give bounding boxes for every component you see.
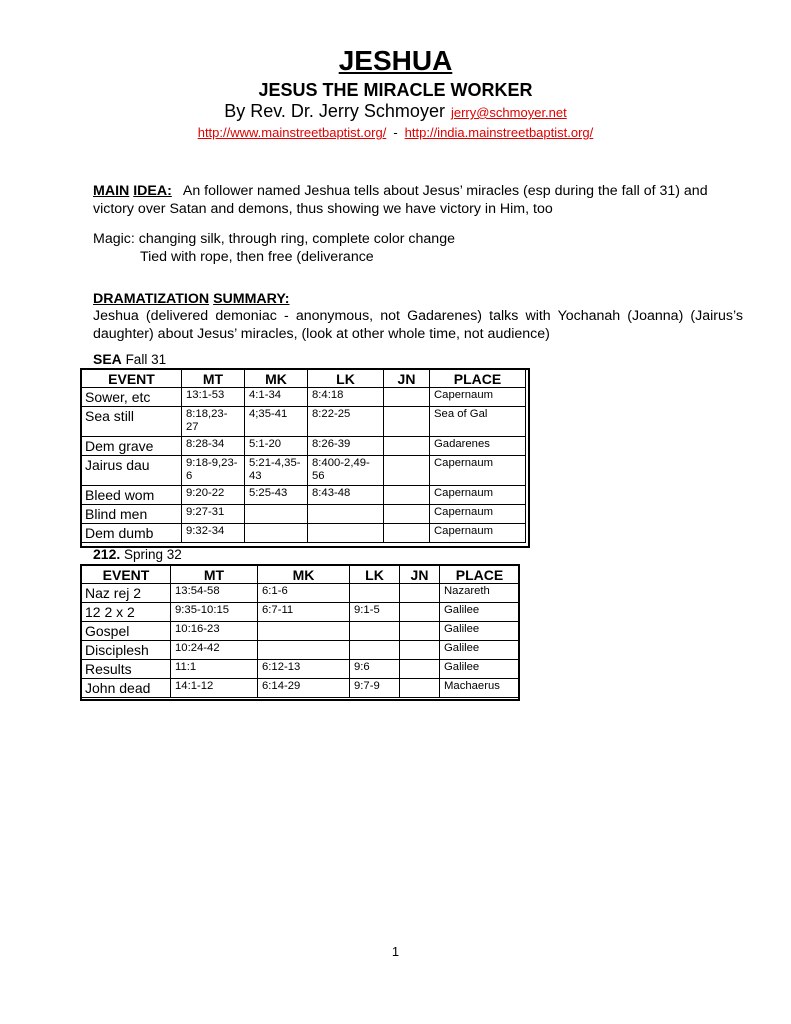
cell-mt: 13:1-53 <box>182 388 245 407</box>
cell-mt: 9:35-10:15 <box>171 603 258 622</box>
table-row <box>82 505 526 524</box>
cell-jn <box>384 456 430 486</box>
author-email-link[interactable]: jerry@schmoyer.net <box>450 105 567 120</box>
table1-label-rest: Fall 31 <box>125 352 167 367</box>
cell-place: Galilee <box>440 660 520 679</box>
cell-event: Gospel <box>82 622 171 641</box>
cell-place: Galilee <box>440 603 520 622</box>
cell-jn <box>400 603 440 622</box>
column-header-lk: LK <box>308 370 384 388</box>
cell-lk: 8:400-2,49-56 <box>308 456 384 486</box>
column-header-jn: JN <box>400 566 440 584</box>
author-line <box>0 101 791 122</box>
column-header-mk: MK <box>258 566 350 584</box>
cell-event: Blind men <box>82 505 182 524</box>
cell-mt: 10:16-23 <box>171 622 258 641</box>
cell-jn <box>400 660 440 679</box>
cell-place: Galilee <box>440 622 520 641</box>
table-header-row <box>82 370 526 388</box>
magic-line-1: Magic: changing silk, through ring, complete color change <box>93 231 455 247</box>
table1-label-bold: SEA <box>93 351 122 367</box>
table-row <box>82 584 520 603</box>
cell-mk: 6:1-6 <box>258 584 350 603</box>
main-idea-label-idea: IDEA: <box>133 183 172 199</box>
cell-lk <box>350 641 400 660</box>
author-name: By Rev. Dr. Jerry Schmoyer <box>224 101 445 121</box>
cell-lk: 9:6 <box>350 660 400 679</box>
table-row <box>82 456 526 486</box>
cell-event: Sea still <box>82 407 182 437</box>
magic-line-2: Tied with rope, then free (deliverance <box>140 249 374 265</box>
table-row <box>82 486 526 505</box>
cell-jn <box>384 486 430 505</box>
cell-event: Disciplesh <box>82 641 171 660</box>
cell-place: Gadarenes <box>430 437 526 456</box>
cell-mt: 9:32-34 <box>182 524 245 543</box>
cell-event: Jairus dau <box>82 456 182 486</box>
cell-mt: 9:18-9,23-6 <box>182 456 245 486</box>
cell-mk: 5:25-43 <box>245 486 308 505</box>
cell-lk: 8:22-25 <box>308 407 384 437</box>
website-links <box>0 125 791 140</box>
cell-event: Dem dumb <box>82 524 182 543</box>
cell-place: Capernaum <box>430 456 526 486</box>
column-header-place: PLACE <box>430 370 526 388</box>
cell-mk <box>258 641 350 660</box>
main-idea-text: An follower named Jeshua tells about Jesus’ miracles (esp during the fall of 31) and victory over Satan and demons, thus showing we have victory in Him, too <box>93 183 708 217</box>
column-header-lk: LK <box>350 566 400 584</box>
cell-jn <box>384 437 430 456</box>
cell-jn <box>384 524 430 543</box>
document-title: JESHUA <box>338 45 453 76</box>
cell-mk: 5:21-4,35-43 <box>245 456 308 486</box>
cell-mk <box>245 505 308 524</box>
column-header-event: EVENT <box>82 370 182 388</box>
cell-mt: 13:54-58 <box>171 584 258 603</box>
cell-mk <box>245 524 308 543</box>
column-header-event: EVENT <box>82 566 171 584</box>
cell-lk: 8:4:18 <box>308 388 384 407</box>
cell-mt: 8:28-34 <box>182 437 245 456</box>
cell-lk: 8:43-48 <box>308 486 384 505</box>
cell-mk <box>258 622 350 641</box>
column-header-mt: MT <box>182 370 245 388</box>
cell-event: Naz rej 2 <box>82 584 171 603</box>
column-header-jn: JN <box>384 370 430 388</box>
column-header-place: PLACE <box>440 566 520 584</box>
cell-mt: 9:20-22 <box>182 486 245 505</box>
cell-mk: 6:12-13 <box>258 660 350 679</box>
table-header-row <box>82 566 520 584</box>
cell-lk <box>350 584 400 603</box>
cell-jn <box>400 641 440 660</box>
cell-mt: 14:1-12 <box>171 679 258 698</box>
cell-place: Capernaum <box>430 388 526 407</box>
cell-event: Results <box>82 660 171 679</box>
table1-label <box>93 351 166 367</box>
table2-label-bold: 212. <box>93 546 121 562</box>
table2-label-rest: Spring 32 <box>124 547 182 562</box>
summary-text: Jeshua (delivered demoniac - anonymous, not Gadarenes) talks with Yochanah (Joanna) (Jairus’s daughter) about Jesus’ miracles, (look at other whole time, not audience) <box>93 308 743 342</box>
table-row <box>82 603 520 622</box>
website-link-india[interactable]: http://india.mainstreetbaptist.org/ <box>404 125 594 140</box>
website-link-main[interactable]: http://www.mainstreetbaptist.org/ <box>197 125 387 140</box>
cell-place: Nazareth <box>440 584 520 603</box>
cell-lk <box>350 622 400 641</box>
table-row <box>82 679 520 698</box>
cell-lk: 9:7-9 <box>350 679 400 698</box>
sea-fall-31-table <box>81 369 526 543</box>
cell-place: Capernaum <box>430 486 526 505</box>
cell-event: John dead <box>82 679 171 698</box>
cell-mt: 9:27-31 <box>182 505 245 524</box>
cell-lk: 9:1-5 <box>350 603 400 622</box>
cell-jn <box>400 679 440 698</box>
cell-place: Capernaum <box>430 524 526 543</box>
table-row <box>82 407 526 437</box>
cell-event: Sower, etc <box>82 388 182 407</box>
cell-mk: 4:1-34 <box>245 388 308 407</box>
cell-jn <box>384 388 430 407</box>
cell-lk <box>308 505 384 524</box>
main-idea-label-main: MAIN <box>93 183 130 199</box>
cell-lk <box>308 524 384 543</box>
cell-jn <box>384 505 430 524</box>
cell-event: Dem grave <box>82 437 182 456</box>
column-header-mt: MT <box>171 566 258 584</box>
spring-32-table <box>81 565 520 698</box>
cell-mk: 6:14-29 <box>258 679 350 698</box>
summary-heading <box>93 290 743 308</box>
cell-mt: 8:18,23-27 <box>182 407 245 437</box>
cell-mk: 6:7-11 <box>258 603 350 622</box>
table-row <box>82 641 520 660</box>
cell-event: Bleed wom <box>82 486 182 505</box>
column-header-mk: MK <box>245 370 308 388</box>
document-subtitle: JESUS THE MIRACLE WORKER <box>258 80 533 100</box>
table-row <box>82 524 526 543</box>
table-row <box>82 622 520 641</box>
cell-place: Capernaum <box>430 505 526 524</box>
main-idea-paragraph <box>93 182 743 218</box>
summary-label-dramatization: DRAMATIZATION <box>93 291 210 307</box>
cell-place: Galilee <box>440 641 520 660</box>
summary-label-summary: SUMMARY: <box>213 291 290 307</box>
cell-mt: 10:24-42 <box>171 641 258 660</box>
cell-mt: 11:1 <box>171 660 258 679</box>
cell-jn <box>400 622 440 641</box>
cell-jn <box>400 584 440 603</box>
table-row <box>82 388 526 407</box>
table-row <box>82 660 520 679</box>
link-separator: - <box>393 125 398 140</box>
cell-place: Machaerus <box>440 679 520 698</box>
cell-lk: 8:26-39 <box>308 437 384 456</box>
cell-mk: 4;35-41 <box>245 407 308 437</box>
table-row <box>82 437 526 456</box>
cell-mk: 5:1-20 <box>245 437 308 456</box>
page-number: 1 <box>391 944 400 959</box>
cell-place: Sea of Gal <box>430 407 526 437</box>
cell-jn <box>384 407 430 437</box>
cell-event: 12 2 x 2 <box>82 603 171 622</box>
table2-label <box>93 546 182 562</box>
